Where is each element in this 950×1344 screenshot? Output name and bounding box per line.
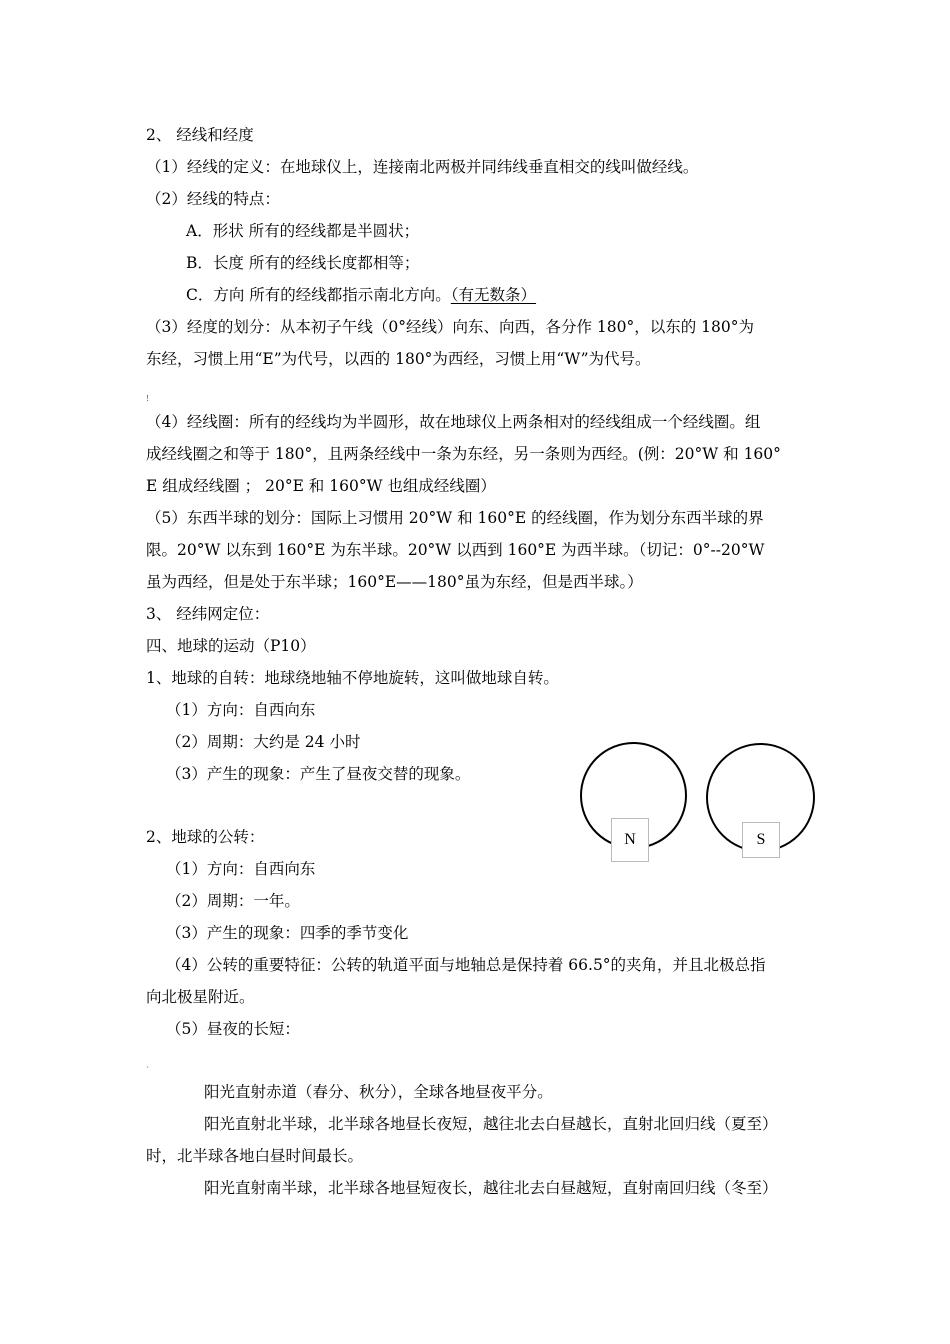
list-item: C．方向 所有的经线都指示南北方向。（有无数条） <box>186 286 537 304</box>
section-heading-grid: 3、 经纬网定位： <box>146 605 270 623</box>
text-line: E 组成经线圈 ； 20°E 和 160°W 也组成经线圈） <box>146 477 496 495</box>
section-heading-revolution: 2、地球的公转： <box>146 828 265 846</box>
list-item: A．形状 所有的经线都是半圆状； <box>186 222 420 240</box>
text-line: （4）经线圈：所有的经线均为半圆形，故在地球仪上两条相对的经线组成一个经线圈。组 <box>146 413 761 431</box>
paragraph-line: 时，北半球各地白昼时间最长。 <box>146 1147 364 1165</box>
list-item: （4）公转的重要特征：公转的轨道平面与地轴总是保持着 66.5°的夹角，并且北极总指 <box>166 956 766 974</box>
text-line: 限。20°W 以东到 160°E 为东半球。20°W 以西到 160°E 为西半球。（切记：0°--20°W <box>146 541 765 559</box>
text-line: （1）经线的定义：在地球仪上，连接南北两极并同纬线垂直相交的线叫做经线。 <box>146 158 699 176</box>
text-line: 东经，习惯上用“E”为代号，以西的 180°为西经，习惯上用“W”为代号。 <box>146 350 651 368</box>
section-heading-meridian: 2、 经线和经度 <box>146 126 254 144</box>
list-item: （5）昼夜的长短： <box>166 1020 300 1038</box>
list-item: （2）周期：一年。 <box>166 892 300 910</box>
paragraph-line: 阳光直射北半球，北半球各地昼长夜短，越往北去白昼越长，直射北回归线（夏至） <box>204 1115 778 1133</box>
list-item: （1）方向：自西向东 <box>166 860 316 878</box>
text-line: （2）经线的特点： <box>146 190 280 208</box>
text-line: 虽为西经，但是处于东半球；160°E——180°虽为东经，但是西半球。） <box>146 573 643 591</box>
text-line: （3）经度的划分：从本初子午线（0°经线）向东、向西，各分作 180°，以东的 180°为 <box>146 318 754 336</box>
list-item: （2）周期：大约是 24 小时 <box>166 733 361 751</box>
section-heading-rotation: 1、地球的自转：地球绕地轴不停地旋转，这叫做地球自转。 <box>146 669 559 687</box>
stray-mark: ! <box>146 394 150 403</box>
list-item: （1）方向：自西向东 <box>166 701 316 719</box>
south-label: S <box>742 822 780 858</box>
chapter-heading: 四、地球的运动（P10） <box>146 637 316 655</box>
list-item: （3）产生的现象：四季的季节变化 <box>166 924 409 942</box>
north-label: N <box>611 818 649 862</box>
stray-mark: ` <box>146 1066 150 1075</box>
text-line: 成经线圈之和等于 180°，且两条经线中一条为东经，另一条则为西经。(例：20°W 和 160° <box>146 445 781 463</box>
text-line: 向北极星附近。 <box>146 988 255 1006</box>
list-item: B．长度 所有的经线长度都相等； <box>186 254 420 272</box>
paragraph-line: 阳光直射南半球，北半球各地昼短夜长，越往北去白昼越短，直射南回归线（冬至） <box>204 1179 778 1197</box>
paragraph-line: 阳光直射赤道（春分、秋分），全球各地昼夜平分。 <box>204 1083 553 1101</box>
list-item: （3）产生的现象：产生了昼夜交替的现象。 <box>166 765 471 783</box>
underlined-note: （有无数条） <box>450 286 537 304</box>
text-line: （5）东西半球的划分：国际上习惯用 20°W 和 160°E 的经线圈，作为划分东西半球的界 <box>146 509 764 527</box>
